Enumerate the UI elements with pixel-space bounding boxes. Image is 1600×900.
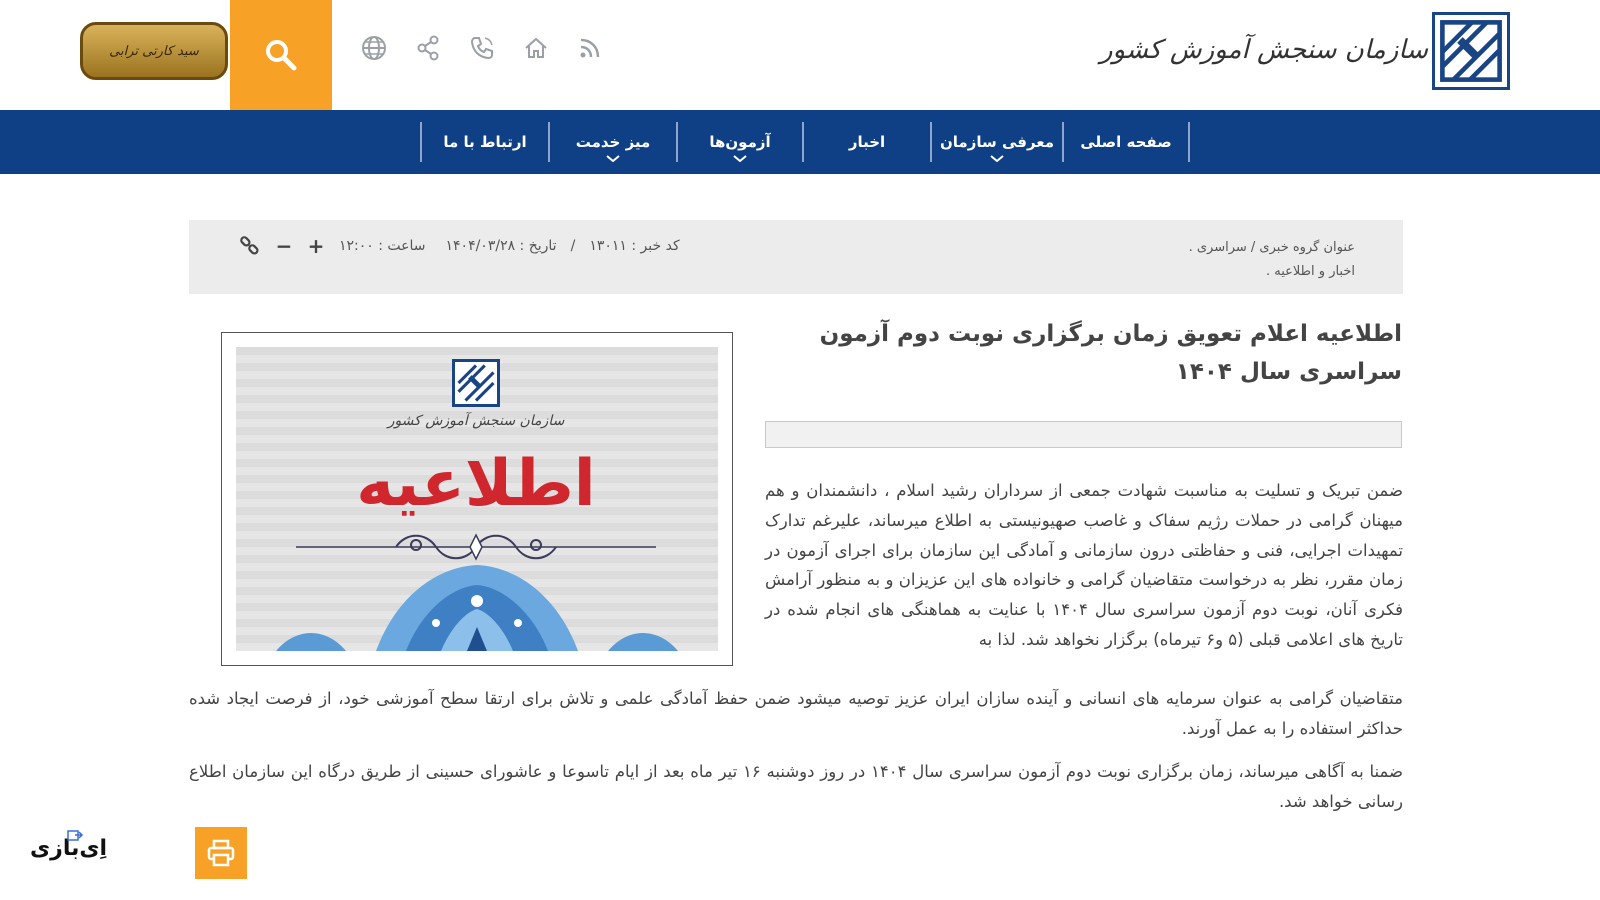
phone-icon[interactable] — [464, 30, 500, 66]
chevron-down-icon — [990, 155, 1004, 162]
partner-badge-text: سید کارتی ترابی — [109, 43, 199, 59]
increase-font-button[interactable]: + — [307, 234, 325, 258]
news-time: ساعت : ۱۲:۰۰ — [339, 238, 426, 254]
search-icon — [262, 36, 300, 74]
main-nav — [0, 110, 1600, 174]
announcement-graphic — [236, 347, 718, 651]
home-icon[interactable] — [518, 30, 554, 66]
site-watermark — [30, 830, 108, 870]
org-name: سازمان سنجش آموزش کشور — [1100, 35, 1428, 65]
globe-icon[interactable] — [356, 30, 392, 66]
search-button[interactable] — [230, 0, 332, 110]
link-icon[interactable] — [239, 235, 261, 257]
article-paragraph-1-continued: متقاضیان گرامی به عنوان سرمایه های انسانی و آینده سازان ایران عزیز توصیه میشود ضمن حفظ آمادگی علمی و تلاش برای ارتقا سطح آموزشی خود، از فرصت ایجاد شده حداکثر استفاده را به عمل آورند. — [189, 689, 1403, 738]
partner-badge[interactable] — [80, 22, 228, 80]
article-image[interactable] — [221, 332, 733, 666]
nav-item-service-desk[interactable]: میز خدمت — [548, 122, 676, 162]
news-date: تاریخ : ۱۴۰۴/۰۳/۲۸ — [445, 238, 557, 254]
share-icon[interactable] — [410, 30, 446, 66]
nav-item-about[interactable]: معرفی سازمان — [930, 122, 1062, 162]
nav-item-contact[interactable]: ارتباط با ما — [420, 122, 548, 162]
watermark-text: اِی‌بازی — [30, 836, 108, 861]
news-code: کد خبر : ۱۳۰۱۱ — [589, 238, 680, 254]
arabesque-pattern-icon — [236, 557, 718, 651]
article-summary-bar — [765, 421, 1402, 448]
rss-icon[interactable] — [572, 30, 608, 66]
nav-item-news[interactable]: اخبار — [802, 122, 930, 162]
site-header — [0, 0, 1600, 110]
print-button[interactable] — [195, 827, 247, 879]
article-paragraph-1: ضمن تبریک و تسلیت به مناسبت شهادت جمعی از سرداران رشید اسلام ، دانشمندان و هم میهنان گرامی در حملات رژیم سفاک و غاصب صهیونیستی به اطلاع میرساند، علیرغم تدارک تمهیدات اجرایی، فنی و حفاظتی درون سازمانی و آمادگی این سازمان برای اجرای آزمون در زمان مقرر، نظر به درخواست متقاضیان گرامی و خانواده های این عزیزان و به منظور آرامش فکری آنان، نوبت دوم آزمون سراسری سال ۱۴۰۴ با عنایت به هماهنگی های انجام شده در تاریخ های اعلامی قبلی (۵ و۶ تیرماه) برگزار نخواهد شد. لذا به — [765, 481, 1403, 649]
news-group-line1[interactable]: عنوان گروه خبری / سراسری . — [1188, 240, 1355, 255]
news-meta-bar — [189, 220, 1403, 294]
graphic-org-name: سازمان سنجش آموزش کشور — [387, 413, 565, 429]
nav-menu — [420, 122, 1190, 162]
org-logo-icon — [452, 359, 500, 407]
chevron-down-icon — [733, 155, 747, 162]
news-info — [239, 234, 680, 258]
nav-item-home[interactable]: صفحه اصلی — [1062, 122, 1190, 162]
article-title: اطلاعیه اعلام تعویق زمان برگزاری نوبت دوم آزمون سراسری سال ۱۴۰۴ — [819, 321, 1402, 385]
watermark-logo-icon — [66, 830, 84, 844]
chevron-down-icon — [606, 155, 620, 162]
decrease-font-button[interactable]: − — [275, 234, 293, 258]
org-logo-icon — [1435, 15, 1507, 87]
nav-item-exams[interactable]: آزمون‌ها — [676, 122, 802, 162]
graphic-title: اطلاعیه — [356, 447, 596, 521]
news-group-line2[interactable]: اخبار و اطلاعیه . — [1266, 264, 1355, 279]
org-logo[interactable] — [1432, 12, 1510, 90]
header-icon-bar — [356, 30, 608, 66]
article-paragraph-2: ضمنا به آگاهی میرساند، زمان برگزاری نوبت دوم آزمون سراسری سال ۱۴۰۴ در روز دوشنبه ۱۶ تیر ماه بعد از ایام تاسوعا و عاشورای حسینی از طریق درگاه این سازمان اطلاع رسانی خواهد شد. — [189, 762, 1403, 811]
news-group — [1115, 236, 1355, 284]
meta-separator: / — [570, 238, 576, 254]
printer-icon — [206, 838, 236, 868]
